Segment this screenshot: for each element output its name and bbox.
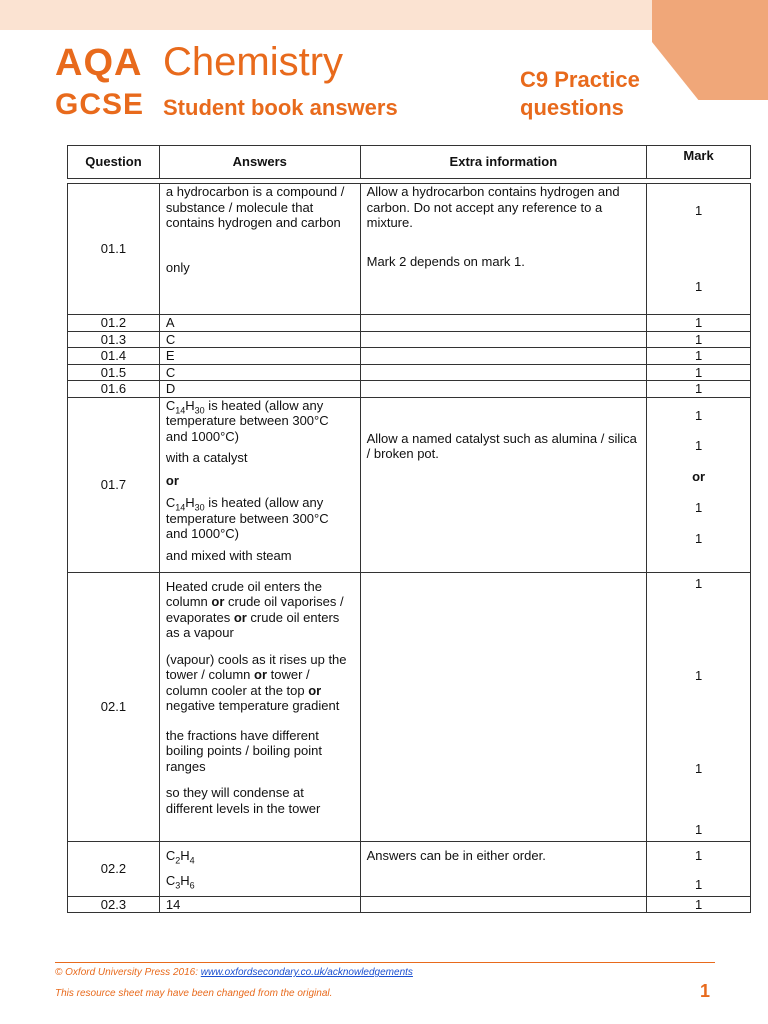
extra-text: Mark 2 depends on mark 1. <box>366 253 525 269</box>
mark-cell <box>647 841 751 896</box>
mark-cell <box>647 397 751 572</box>
extra-text: Answers can be in either order. <box>366 847 546 863</box>
mark-or-label: or <box>692 468 706 484</box>
answer-text <box>166 495 354 542</box>
col-header-mark: Mark <box>647 146 751 179</box>
extra-info-cell <box>360 397 647 572</box>
extra-info-cell <box>360 331 647 348</box>
table-row <box>68 315 751 332</box>
table-row <box>68 381 751 398</box>
subject-title: Chemistry <box>163 40 344 84</box>
mark-value: 1 <box>647 348 751 365</box>
formula-symbol: H <box>185 495 195 510</box>
mark-value: 1 <box>694 822 703 837</box>
question-number: 01.5 <box>68 364 160 381</box>
table-row <box>68 397 751 572</box>
answer-text: with a catalyst <box>165 450 248 465</box>
level-label: GCSE <box>55 88 145 121</box>
answers-table-header <box>67 145 751 179</box>
formula-symbol: C <box>165 397 176 413</box>
answer-text: a hydrocarbon is a compound / substance / molecule that contains hydrogen and carbon <box>165 184 345 230</box>
question-number: 01.7 <box>68 397 160 572</box>
page-number: 1 <box>700 981 711 1001</box>
extra-text: Allow a hydrocarbon contains hydrogen and carbon. Do not accept any reference to a mixture. <box>366 184 620 230</box>
table-row <box>68 331 751 348</box>
formula-symbol: H <box>185 397 195 413</box>
answer-cell <box>159 184 360 315</box>
answers-table <box>67 183 751 913</box>
answer-text: the fractions have different boiling points / boiling point ranges <box>165 727 322 774</box>
answer-text: (vapour) cools as it rises up the tower / column or tower / column cooler at the top or negative temperature gradient <box>165 651 347 713</box>
question-number: 01.6 <box>68 381 160 398</box>
extra-info-cell <box>360 184 647 315</box>
col-header-question: Question <box>68 146 160 179</box>
footer-notice: This resource sheet may have been changed from the original. <box>55 988 333 999</box>
table-row <box>68 841 751 896</box>
formula-subscript: 30 <box>194 502 205 513</box>
mark-value: 1 <box>694 407 703 423</box>
chapter-title-line1: C9 Practice <box>520 67 640 92</box>
mark-value: 1 <box>694 500 703 515</box>
mark-value: 1 <box>647 315 751 332</box>
table-row <box>68 184 751 315</box>
footer-copyright <box>55 967 413 978</box>
mark-value: 1 <box>694 575 703 591</box>
extra-info-cell <box>360 841 647 896</box>
answer-text: C <box>159 331 360 348</box>
answer-text: and mixed with steam <box>165 547 292 563</box>
or-label: or <box>165 472 179 488</box>
answer-text: A <box>159 315 360 332</box>
col-header-answers: Answers <box>159 146 360 179</box>
answer-text: Heated crude oil enters the column or crude oil vaporises / evaporates or crude oil enters as a vapour <box>165 578 344 640</box>
chapter-title-line2: questions <box>520 95 624 120</box>
question-number: 01.4 <box>68 348 160 365</box>
mark-value: 1 <box>694 877 703 892</box>
mark-cell <box>647 572 751 841</box>
extra-info-cell <box>360 315 647 332</box>
extra-info-cell <box>360 364 647 381</box>
answer-text: only <box>165 259 190 275</box>
answer-cell <box>159 572 360 841</box>
mark-value: 1 <box>694 760 703 776</box>
mark-value: 1 <box>647 896 751 913</box>
chapter-title <box>520 66 640 122</box>
mark-value: 1 <box>694 847 703 863</box>
question-number: 01.3 <box>68 331 160 348</box>
table-row <box>68 896 751 913</box>
mark-value: 1 <box>647 381 751 398</box>
extra-info-cell <box>360 572 647 841</box>
acknowledgements-link[interactable]: www.oxfordsecondary.co.uk/acknowledgements <box>200 967 413 978</box>
footer-divider <box>55 962 715 963</box>
answer-text: D <box>159 381 360 398</box>
formula-subscript: 30 <box>194 405 205 416</box>
mark-value: 1 <box>694 203 703 218</box>
answer-cell <box>159 841 360 896</box>
question-number: 02.1 <box>68 572 160 841</box>
extra-text: Allow a named catalyst such as alumina / silica / broken pot. <box>366 430 637 461</box>
formula-subscript: 14 <box>175 502 186 513</box>
question-number: 02.2 <box>68 841 160 896</box>
mark-value: 1 <box>694 668 703 683</box>
answer-text: so they will condense at different levels in the tower <box>165 785 321 816</box>
answer-text-part: is heated (allow any temperature between 300°C and 1000°C) <box>165 495 329 541</box>
question-number: 01.2 <box>68 315 160 332</box>
mark-value: 1 <box>694 438 703 453</box>
table-row <box>68 572 751 841</box>
header-tab-decoration <box>652 0 768 100</box>
mark-value: 1 <box>694 530 703 546</box>
brand-logo: AQA <box>55 42 143 84</box>
extra-info-cell <box>360 896 647 913</box>
page-subtitle: Student book answers <box>163 95 398 120</box>
table-row <box>68 348 751 365</box>
answer-text: $C_2H_4$ <box>165 847 195 866</box>
question-number: 01.1 <box>68 184 160 315</box>
answer-text: 14 <box>159 896 360 913</box>
formula-symbol: C <box>165 495 176 510</box>
answer-text-part: is heated (allow any temperature between 300°C and 1000°C) <box>165 397 329 444</box>
col-header-extra: Extra information <box>360 146 647 179</box>
question-number: 02.3 <box>68 896 160 913</box>
copyright-text: © Oxford University Press 2016: <box>55 967 201 978</box>
formula-subscript: 14 <box>175 405 186 416</box>
mark-value: 1 <box>647 331 751 348</box>
answer-text: $C_3H_6$ <box>165 873 195 891</box>
answer-text <box>166 398 354 445</box>
answer-cell <box>159 397 360 572</box>
answer-text: C <box>159 364 360 381</box>
mark-value: 1 <box>694 278 703 294</box>
answer-text: E <box>159 348 360 365</box>
mark-cell <box>647 184 751 315</box>
extra-info-cell <box>360 381 647 398</box>
extra-info-cell <box>360 348 647 365</box>
mark-value: 1 <box>647 364 751 381</box>
table-row <box>68 364 751 381</box>
